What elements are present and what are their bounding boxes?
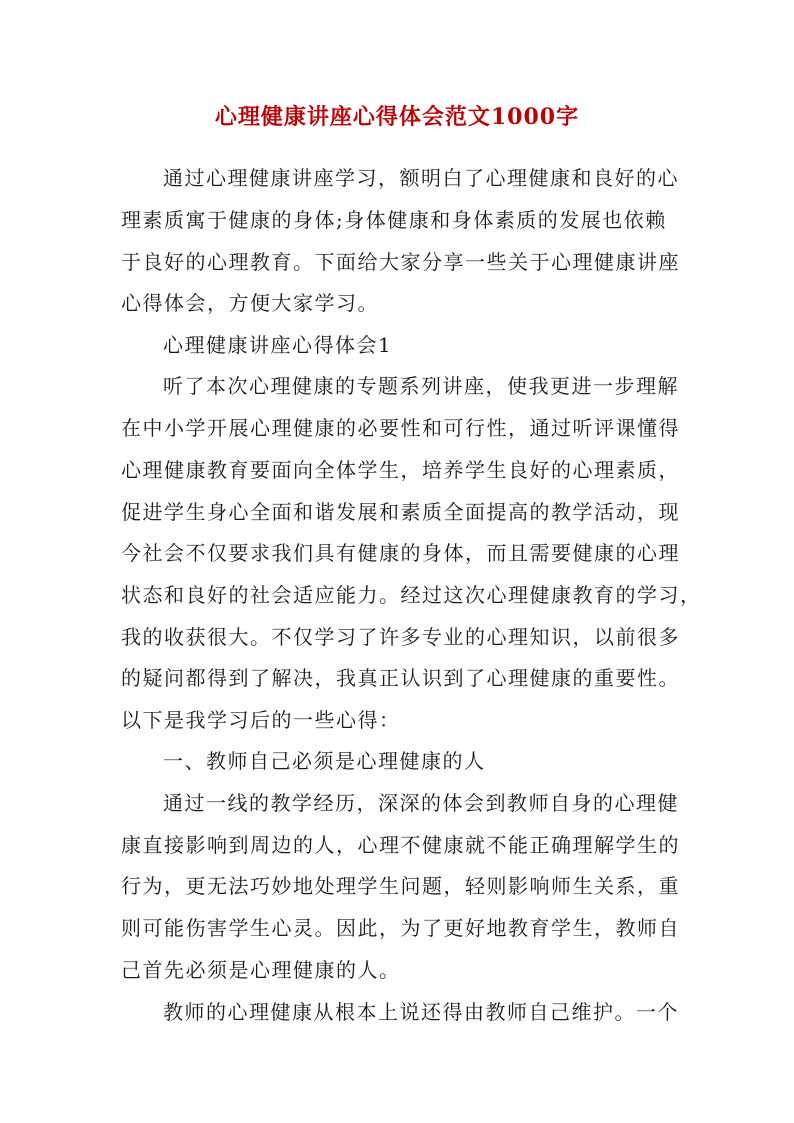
paragraph-line: 状态和良好的社会适应能力。经过这次心理健康教育的学习，	[121, 583, 702, 607]
paragraph-line: 行为，更无法巧妙地处理学生问题，轻则影响师生关系，重	[121, 874, 680, 898]
paragraph-line: 心得体会，方便大家学习。	[121, 291, 379, 315]
paragraph-line: 在中小学开展心理健康的必要性和可行性，通过听评课懂得	[121, 416, 680, 440]
paragraph-line: 心理健康教育要面向全体学生，培养学生良好的心理素质，	[121, 458, 680, 482]
document-title: 心理健康讲座心得体会范文1000字	[214, 104, 580, 130]
paragraph-line: 通过心理健康讲座学习，额明白了心理健康和良好的心	[163, 166, 679, 190]
paragraph-line: 通过一线的教学经历，深深的体会到教师自身的心理健	[163, 791, 679, 815]
paragraph-line: 以下是我学习后的一些心得：	[121, 708, 401, 732]
paragraph-line: 的疑问都得到了解决，我真正认识到了心理健康的重要性。	[121, 666, 680, 690]
paragraph-line: 于良好的心理教育。下面给大家分享一些关于心理健康讲座	[121, 250, 680, 274]
paragraph-line: 教师的心理健康从根本上说还得由教师自己维护。一个	[163, 1000, 679, 1024]
paragraph-line: 则可能伤害学生心灵。因此，为了更好地教育学生，教师自	[121, 916, 680, 940]
paragraph-line: 我的收获很大。不仅学习了许多专业的心理知识，以前很多	[121, 625, 680, 649]
paragraph-line: 己首先必须是心理健康的人。	[121, 958, 401, 982]
section-heading: 心理健康讲座心得体会1	[163, 333, 393, 357]
paragraph-line: 促进学生身心全面和谐发展和素质全面提高的教学活动，现	[121, 500, 680, 524]
section-heading: 一、教师自己必须是心理健康的人	[163, 749, 486, 773]
paragraph-line: 今社会不仅要求我们具有健康的身体，而且需要健康的心理	[121, 541, 680, 565]
paragraph-line: 康直接影响到周边的人，心理不健康就不能正确理解学生的	[121, 833, 680, 857]
paragraph-line: 听了本次心理健康的专题系列讲座，使我更进一步理解	[163, 374, 679, 398]
paragraph-line: 理素质寓于健康的身体;身体健康和身体素质的发展也依赖	[121, 208, 667, 232]
